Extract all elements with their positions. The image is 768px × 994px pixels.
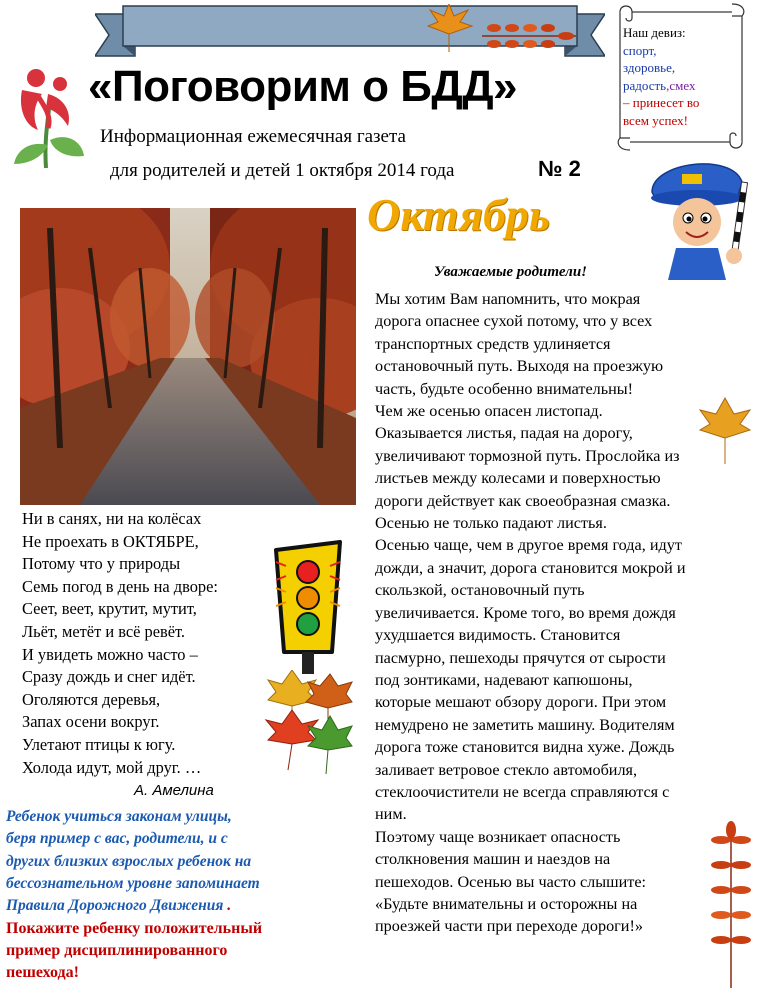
poem-author: А. Амелина [134, 782, 214, 799]
motto-line: – принесет во [623, 95, 700, 110]
article-line: Чем же осенью опасен листопад. [375, 402, 603, 421]
poem-line: Семь погод в день на дворе: [22, 576, 218, 596]
poem-line: Оголяются деревья, [22, 689, 161, 709]
call-line: Покажите ребенку положительный [6, 920, 263, 937]
article-line: увеличивают тормозной путь. Прослойка из [375, 446, 680, 465]
poem [22, 508, 218, 779]
article-line: ним. [375, 805, 407, 824]
maple-leaf-icon [694, 396, 756, 466]
poem-line: Ни в санях, ни на колёсах [22, 509, 202, 528]
rowan-leaf-icon [480, 16, 580, 56]
subtitle-line-1: Информационная ежемесячная газета [100, 126, 406, 147]
maple-leaf-icon [262, 670, 354, 780]
month-heading: Октябрь [367, 189, 550, 240]
article-line: дожди, а значит, дорога становится мокрой и [375, 558, 686, 577]
poem-line: И увидеть можно часто – [22, 644, 198, 664]
advice-line: других близких взрослых ребенок на [6, 852, 252, 870]
article-line: которые мешают обзору дороги. При этом [375, 693, 667, 712]
motto-line: Наш девиз: [623, 25, 686, 40]
newspaper-title: «Поговорим о БДД» [88, 62, 518, 111]
poem-line: Не проехать в ОКТЯБРЕ, [22, 531, 199, 551]
motto [623, 24, 741, 129]
article-line: дороги действует как своеобразная смазка. [375, 491, 671, 510]
article-line: скользкой, остановочный путь [375, 581, 585, 600]
article-line: увеличивается. Кроме того, во время дождя [375, 603, 676, 622]
autumn-alley-photo [20, 208, 356, 505]
article-line: Осенью чаще, чем в другое время года, идут [375, 536, 682, 555]
traffic-light-icon [268, 540, 348, 675]
article-line: остановочный путь. Выходя на проезжую [375, 357, 664, 376]
issue-number: № 2 [538, 156, 581, 181]
rowan-leaf-icon [706, 820, 756, 990]
article-line: Поэтому чаще возникает опасность [375, 827, 621, 846]
poem-line: Холода идут, мой друг. … [22, 757, 202, 777]
article-body [375, 288, 760, 938]
subtitle-line-2: для родителей и детей 1 октября 2014 года [110, 160, 455, 181]
poem-line: Запах осени вокруг. [22, 712, 160, 732]
article-line: Оказывается листья, падая на дорогу, [375, 424, 633, 443]
article-line: ухудшается видимость. Становится [375, 626, 621, 645]
article-line: проезжей части при переходе дороги!» [375, 917, 643, 936]
motto-line: радость,смех [623, 77, 696, 93]
article-line: немудрено не заметить машину. Водителям [375, 715, 675, 734]
advice-line: бессознательном уровне запоминает [6, 874, 260, 892]
poem-line: Сразу дождь и снег идёт. [22, 667, 196, 687]
article-line: часть, будьте особенно внимательны! [375, 379, 634, 398]
call-to-action [6, 918, 351, 984]
motto-line: всем успех! [623, 112, 688, 128]
article-line: Осенью не только падают листья. [375, 514, 607, 533]
article-line: столкновения машин и наездов на [375, 850, 611, 869]
poem-line: Улетают птицы к югу. [22, 734, 176, 754]
poem-line: Льёт, метёт и всё ревёт. [22, 621, 186, 641]
motto-line: здоровье, [623, 60, 676, 75]
advice-line: беря пример с вас, родители, и с [6, 830, 228, 848]
poem-line: Сеет, веет, крутит, мутит, [22, 599, 197, 619]
article-line: дорога опаснее сухой потому, что у всех [375, 312, 653, 331]
advice-block [6, 806, 351, 917]
call-line: пешехода! [6, 964, 79, 981]
article-greeting: Уважаемые родители! [434, 264, 588, 280]
poem-line: Потому что у природы [22, 554, 181, 574]
article-line: Мы хотим Вам напомнить, что мокрая [375, 290, 641, 308]
traffic-inspector-icon [642, 152, 762, 282]
call-line: пример дисциплинированного [6, 942, 228, 959]
article-line: под зонтиками, надевают капюшоны, [375, 670, 633, 689]
logo-icon [8, 60, 88, 170]
motto-line: спорт, [623, 42, 657, 58]
advice-line: Ребенок учиться законам улицы, [6, 808, 232, 825]
advice-line: Правила Дорожного Движения . [6, 897, 232, 915]
article-line: листьев между колесами и поверхностью [375, 469, 661, 488]
article-line: стеклоочистители не всегда справляются с [375, 782, 670, 801]
maple-leaf-icon [420, 4, 478, 54]
article-line: заливает ветровое стекло автомобиля, [375, 760, 638, 779]
article-line: дорога тоже становится видна хуже. Дождь [375, 738, 675, 757]
article-line: транспортных средств удлиняется [375, 334, 611, 353]
article-line: пешеходов. Осенью вы часто слышите: [375, 872, 646, 891]
article-line: пасмурно, пешеходы прячутся от сырости [375, 648, 666, 667]
article-line: «Будьте внимательны и осторожны на [375, 894, 638, 913]
